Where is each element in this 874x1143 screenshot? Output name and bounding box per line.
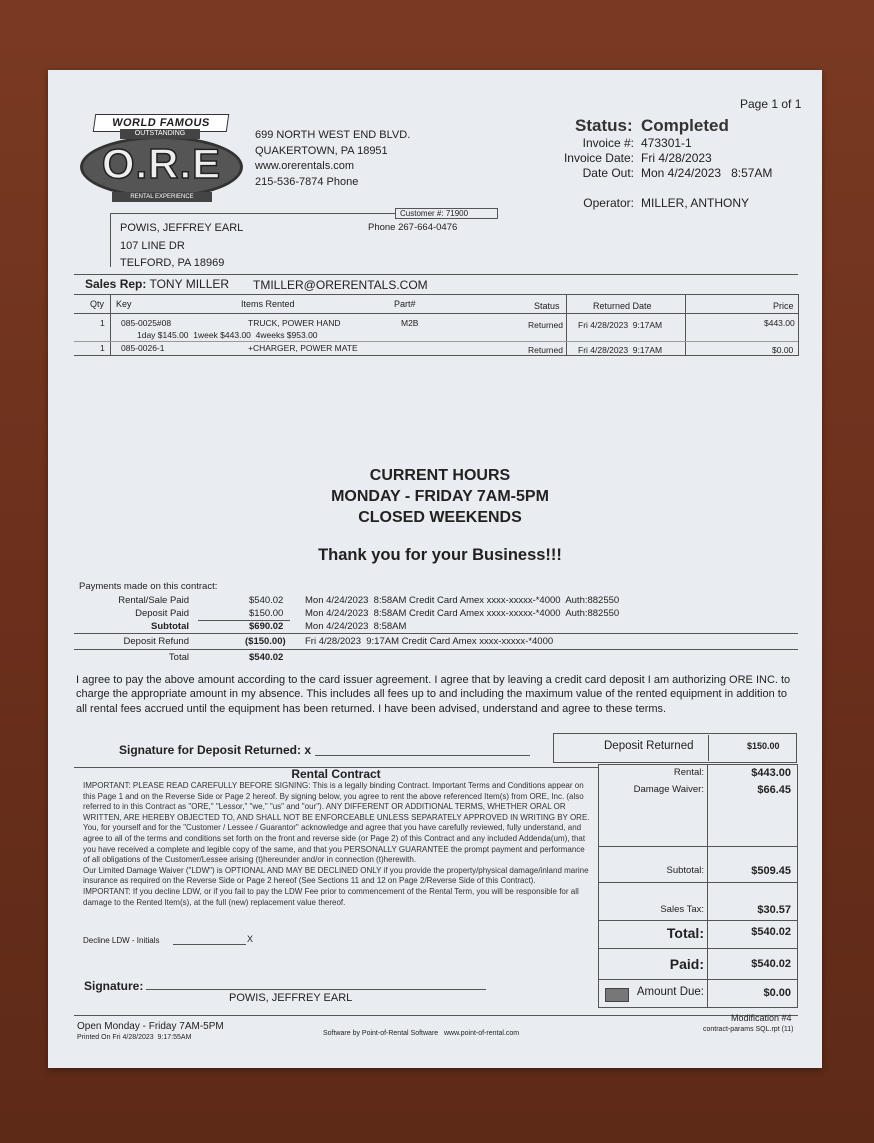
sales-rep-name: TONY MILLER — [149, 277, 230, 291]
header-key: Key — [116, 299, 132, 309]
footer-printed: Printed On Fri 4/28/2023 9:17:55AM — [77, 1034, 192, 1041]
refund-top-line — [74, 633, 798, 634]
subtotal-label: Subtotal: — [666, 865, 704, 876]
card-agreement-text: I agree to pay the above amount according to the card issuer agreement. I agree that by leaving a credit card deposit I am authorizing ORE INC. to charge the appropriate amount in my absence. This includes all fees up to and including the maximum value of the rented equipment in addition to all rental fees accrued until the equipment has been returned. I have been advised, understand and agree to these terms. — [76, 674, 791, 715]
signer-name: POWIS, JEFFREY EARL — [229, 992, 353, 1004]
row1-key: 085-0025#08 — [121, 318, 172, 328]
row2-qty: 1 — [100, 343, 105, 353]
row2-price: $0.00 — [772, 345, 794, 355]
invoice-date: Fri 4/28/2023 — [641, 151, 712, 165]
operator-name: MILLER, ANTHONY — [641, 196, 750, 210]
amount-due-label: Amount Due: — [636, 986, 704, 998]
footer-line — [74, 1015, 798, 1016]
footer-modification: Modification #4 — [731, 1013, 792, 1023]
thank-you-message: Thank you for your Business!!! — [318, 546, 562, 564]
table-top-line — [74, 294, 798, 295]
totals-line-1 — [598, 846, 798, 847]
invoice-number-label: Invoice #: — [582, 136, 634, 150]
damage-waiver-label: Damage Waiver: — [633, 784, 704, 795]
store-hours — [48, 465, 832, 528]
footer-hours: Open Monday - Friday 7AM-5PM — [77, 1021, 224, 1032]
decline-ldw-x: X — [247, 934, 254, 944]
deposit-refund-amount: ($150.00) — [245, 636, 286, 647]
totals-line-3 — [598, 920, 798, 921]
damage-waiver-amount: $66.45 — [757, 784, 791, 796]
contract-terms — [83, 781, 593, 908]
sales-tax-amount: $30.57 — [757, 904, 791, 916]
decline-ldw-label: Decline LDW - Initials — [83, 936, 160, 945]
row2-status: Returned — [528, 345, 563, 355]
company-website: www.orerentals.com — [255, 160, 355, 172]
totals-line-4 — [598, 948, 798, 949]
footer-params: contract-params SQL.rpt (11) — [703, 1026, 794, 1033]
rental-paid-amount: $540.02 — [249, 595, 284, 606]
deposit-refund-detail: Fri 4/28/2023 9:17AM Credit Card Amex xxxx-xxxxx-*4000 — [305, 636, 554, 647]
company-address-line1: 699 NORTH WEST END BLVD. — [255, 129, 411, 141]
table-bottom-line — [74, 355, 798, 356]
table-header-line — [74, 313, 798, 314]
total-amount: $540.02 — [751, 926, 791, 938]
row2-returned: Fri 4/28/2023 9:17AM — [578, 345, 663, 355]
hours-weekdays: MONDAY - FRIDAY 7AM-5PM — [331, 488, 549, 505]
company-address-line2: QUAKERTOWN, PA 18951 — [255, 144, 388, 157]
header-status: Status — [534, 301, 560, 311]
hours-title: CURRENT HOURS — [369, 467, 511, 484]
deposit-signature-line[interactable] — [315, 755, 530, 756]
row1-qty: 1 — [100, 318, 105, 328]
signature-line[interactable] — [146, 989, 486, 990]
invoice-date-label: Invoice Date: — [563, 151, 634, 165]
customer-number: 71900 — [445, 209, 469, 218]
total-label: Total: — [666, 925, 704, 941]
totals-line-5 — [598, 979, 798, 980]
deposit-box-divider — [708, 735, 709, 761]
signature-label: Signature: — [84, 979, 144, 993]
date-out: Mon 4/24/2023 8:57AM — [641, 166, 773, 180]
customer-address — [120, 220, 243, 273]
sales-rep-label: Sales Rep: — [85, 277, 147, 291]
row1-price: $443.00 — [764, 318, 795, 328]
payments-subtotal-detail: Mon 4/24/2023 8:58AM — [305, 621, 407, 632]
customer-divider — [110, 213, 395, 214]
hours-weekends: CLOSED WEEKENDS — [358, 509, 522, 526]
row2-item: +CHARGER, POWER MATE — [248, 343, 358, 353]
customer-city: TELFORD, PA 18969 — [120, 257, 225, 269]
status-value: Completed — [641, 116, 729, 135]
sales-rep — [85, 277, 229, 291]
header-price: Price — [773, 301, 794, 311]
deposit-refund-label: Deposit Refund — [123, 636, 189, 647]
totals-divider — [707, 764, 708, 1008]
company-address — [255, 128, 410, 190]
sales-rep-top-line — [74, 274, 798, 275]
invoice-number: 473301-1 — [641, 136, 692, 150]
payments-subtotal-label: Subtotal — [151, 621, 189, 632]
payments-heading: Payments made on this contract: — [79, 581, 218, 592]
customer-street: 107 LINE DR — [120, 239, 185, 252]
customer-phone: Phone 267-664-0476 — [368, 222, 458, 233]
logo-name: O.R.E — [101, 140, 222, 187]
row1-rates: 1day $145.00 1week $443.00 4weeks $953.00 — [137, 330, 318, 340]
operator-label: Operator: — [583, 196, 634, 210]
row1-returned: Fri 4/28/2023 9:17AM — [578, 320, 663, 330]
customer-number-label: Customer #: — [400, 209, 444, 218]
contract-terms-ldw: Our Limited Damage Waiver ("LDW") is OPTIONAL AND MAY BE DECLINED ONLY if you provide the property/physical damage/inland marine insurance as required on the Reverse Side or Page 2 hereof (See Sections 11 and 12 on Page 2/Reverse Side of this Contract). — [83, 865, 589, 886]
subtotal-amount: $509.45 — [751, 865, 791, 877]
customer-left-border — [110, 213, 111, 267]
payments-subtotal-amount: $690.02 — [249, 621, 284, 632]
decline-ldw-line[interactable] — [173, 944, 246, 945]
page-number: Page 1 of 1 — [740, 97, 802, 111]
rental-label: Rental: — [673, 767, 704, 778]
invoice-page — [48, 70, 822, 1068]
header-returned-date: Returned Date — [593, 301, 652, 311]
sales-rep-email: TMILLER@ORERENTALS.COM — [253, 278, 428, 292]
paid-amount: $540.02 — [751, 958, 791, 970]
paid-label: Paid: — [669, 956, 704, 972]
customer-number-box — [395, 208, 498, 219]
table-col-sep-status — [566, 294, 567, 356]
logo-top-banner: WORLD FAMOUS — [93, 114, 230, 132]
logo-bottom-banner: RENTAL EXPERIENCE — [112, 192, 212, 202]
table-col-sep-qty — [110, 294, 111, 356]
refund-bottom-line — [74, 649, 798, 650]
deposit-paid-amount: $150.00 — [249, 608, 284, 619]
table-right-border — [798, 294, 799, 356]
date-out-label: Date Out: — [582, 166, 634, 180]
ore-logo — [80, 114, 245, 206]
contract-terms-important: IMPORTANT: PLEASE READ CAREFULLY BEFORE SIGNING: This is a legally binding Contract. Important Terms and Conditions appear on this Page 1 and on the Reverse Side or Page 2 hereof. By signing below, you agree to rent the above referenced Item(s) from ORE, Inc. (also referred to in this Contract as "ORE," "Lessor," "we," "us" and "our"). ANY DIFFERENT OR ADDITIONAL TERMS, WHETHER ORAL OR WRITTEN, ARE HEREBY OBJECTED TO, AND SHALL NOT BE ENFORCEABLE UNLESS SEPARATELY APPROVED IN WRITING BY ORE. You, for yourself and for the "Customer / Lessee / Guarantor" acknowledge and agree that you have carefully reviewed, fully understand, and agree to all of the terms and conditions set forth on the front and reverse side (or Page 2) of this Contract and any included Addenda(um), that you have received a complete and legible copy of the same, and that you PERSONALLY GUARANTEE the prompt payment and performance of all obligations of the Customer/Lessee arising (t)hereunder and/or in connection (t)herewith. — [83, 781, 590, 865]
contract-title: Rental Contract — [291, 767, 381, 781]
row1-part: M2B — [401, 318, 419, 328]
customer-name: POWIS, JEFFREY EARL — [120, 222, 244, 234]
payments-total-label: Total — [168, 652, 189, 663]
deposit-signature-label: Signature for Deposit Returned: x — [119, 743, 312, 757]
deposit-paid-detail: Mon 4/24/2023 8:58AM Credit Card Amex xxxx-xxxxx-*4000 Auth:882550 — [305, 608, 620, 619]
row-divider — [74, 341, 798, 342]
company-phone: 215-536-7874 Phone — [255, 175, 359, 188]
header-items-rented: Items Rented — [241, 299, 295, 309]
deposit-returned-value: $150.00 — [747, 741, 780, 751]
header-qty: Qty — [90, 299, 105, 309]
row1-status: Returned — [528, 320, 563, 330]
table-col-sep-returned — [685, 294, 686, 356]
header-part: Part# — [394, 299, 416, 309]
payments-total-amount: $540.02 — [249, 652, 284, 663]
rental-paid-label: Rental/Sale Paid — [118, 595, 189, 606]
logo-subtitle: OUTSTANDING — [120, 129, 200, 139]
amount-due: $0.00 — [763, 987, 791, 999]
deposit-returned-label: Deposit Returned — [604, 740, 694, 752]
rental-amount: $443.00 — [751, 767, 791, 779]
rental-paid-detail: Mon 4/24/2023 8:58AM Credit Card Amex xxxx-xxxxx-*4000 Auth:882550 — [305, 595, 620, 606]
status-label: Status: — [575, 116, 633, 135]
footer-software: Software by Point-of-Rental Software www.point-of-rental.com — [323, 1030, 520, 1037]
deposit-paid-label: Deposit Paid — [135, 608, 189, 619]
contract-terms-decline: IMPORTANT: If you decline LDW, or if you fail to pay the LDW Fee prior to commencement of the Rental Term, you will be responsible for all damage to the Rented Item(s), at the full (new) replacement value thereof. — [83, 886, 579, 907]
sales-tax-label: Sales Tax: — [660, 904, 704, 915]
row2-key: 085-0026-1 — [121, 343, 165, 353]
row1-item: TRUCK, POWER HAND — [248, 318, 341, 328]
totals-line-2 — [598, 882, 798, 883]
